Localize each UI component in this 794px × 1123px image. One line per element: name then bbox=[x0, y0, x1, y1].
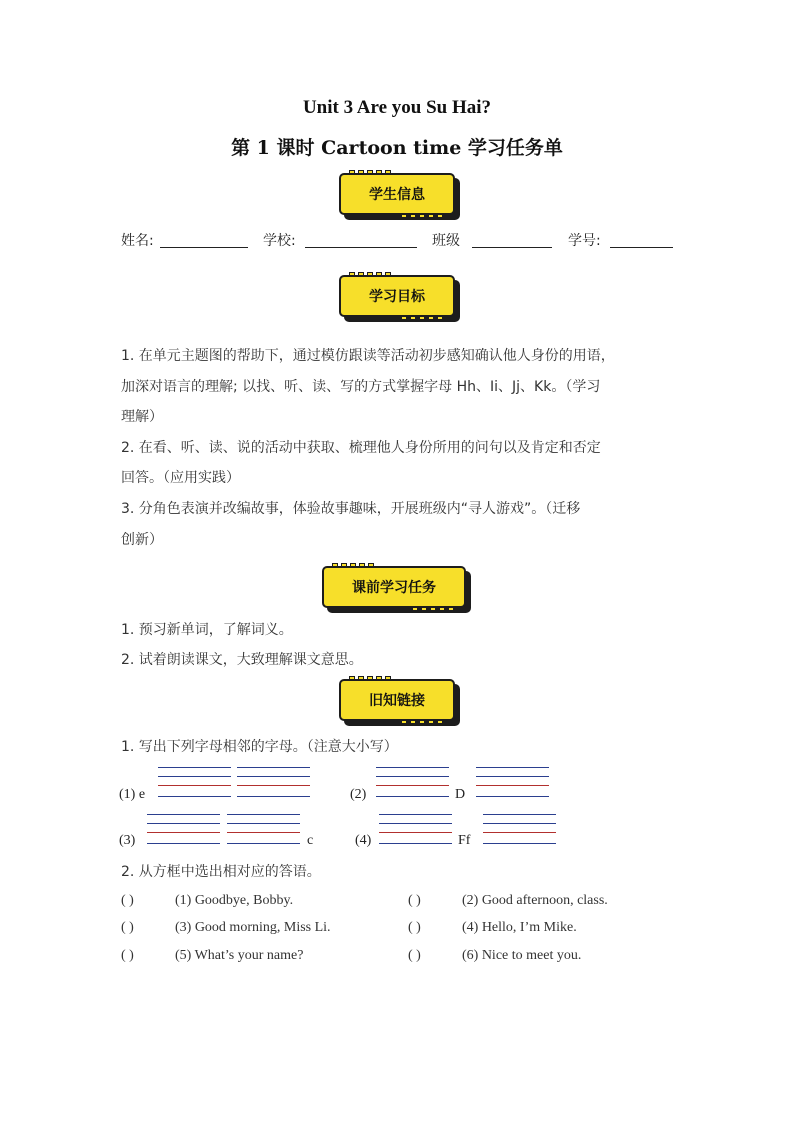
unit-title: Unit 3 Are you Su Hai? bbox=[302, 97, 492, 118]
dialogue-item: (2) Good afternoon, class. bbox=[462, 893, 608, 908]
pre-class-task: 1. 预习新单词，了解词义。 bbox=[121, 622, 293, 638]
writing-grid[interactable] bbox=[227, 814, 300, 844]
answer-blank[interactable]: ( ) bbox=[121, 948, 134, 963]
objective-line: 理解） bbox=[121, 409, 163, 425]
section-title-review: 旧知链接 bbox=[339, 679, 455, 721]
objective-line: 3. 分角色表演并改编故事，体验故事趣味，开展班级内“寻人游戏”。（迁移 bbox=[121, 501, 581, 517]
writing-grid[interactable] bbox=[483, 814, 556, 844]
exercise-1-label: (1) e bbox=[119, 787, 146, 802]
exercise-2-label: (2) bbox=[350, 787, 367, 802]
lesson-subtitle: 第 1 课时 Cartoon time 学习任务单 bbox=[231, 137, 563, 159]
exercise-4-label: (4) bbox=[355, 833, 372, 848]
exercise-4-letter: Ff bbox=[458, 833, 471, 848]
writing-grid[interactable] bbox=[476, 767, 549, 797]
section-badge-pre-class bbox=[322, 566, 466, 608]
answer-blank[interactable]: ( ) bbox=[121, 920, 134, 935]
question-1: 1. 写出下列字母相邻的字母。（注意大小写） bbox=[121, 739, 398, 755]
answer-blank[interactable]: ( ) bbox=[408, 920, 421, 935]
section-badge-student-info bbox=[339, 173, 455, 215]
class-field[interactable] bbox=[472, 231, 552, 248]
section-title-objectives: 学习目标 bbox=[339, 275, 455, 317]
number-field[interactable] bbox=[610, 231, 673, 248]
number-label: 学号: bbox=[568, 233, 601, 249]
dialogue-item: (3) Good morning, Miss Li. bbox=[175, 920, 331, 935]
exercise-3-label: (3) bbox=[119, 833, 136, 848]
writing-grid[interactable] bbox=[379, 814, 452, 844]
objective-line: 1. 在单元主题图的帮助下，通过模仿跟读等活动初步感知确认他人身份的用语， bbox=[121, 348, 615, 364]
section-badge-objectives bbox=[339, 275, 455, 317]
section-title-student-info: 学生信息 bbox=[339, 173, 455, 215]
class-label: 班级 bbox=[432, 233, 460, 249]
exercise-3-letter: c bbox=[307, 833, 314, 848]
objective-line: 创新） bbox=[121, 532, 163, 548]
answer-blank[interactable]: ( ) bbox=[408, 893, 421, 908]
question-2: 2. 从方框中选出相对应的答语。 bbox=[121, 864, 321, 880]
dialogue-item: (6) Nice to meet you. bbox=[462, 948, 582, 963]
objective-line: 回答。（应用实践） bbox=[121, 470, 240, 486]
school-field[interactable] bbox=[305, 231, 417, 248]
objective-line: 2. 在看、听、读、说的活动中获取、梳理他人身份所用的问句以及肯定和否定 bbox=[121, 440, 601, 456]
school-label: 学校: bbox=[263, 233, 296, 249]
writing-grid[interactable] bbox=[376, 767, 449, 797]
name-label: 姓名: bbox=[121, 233, 154, 249]
dialogue-item: (4) Hello, I’m Mike. bbox=[462, 920, 577, 935]
dialogue-item: (5) What’s your name? bbox=[175, 948, 304, 963]
writing-grid[interactable] bbox=[147, 814, 220, 844]
objective-line: 加深对语言的理解; 以找、听、读、写的方式掌握字母 Hh、Ii、Jj、Kk。（学习 bbox=[121, 379, 601, 395]
writing-grid[interactable] bbox=[237, 767, 310, 797]
answer-blank[interactable]: ( ) bbox=[121, 893, 134, 908]
pre-class-task: 2. 试着朗读课文，大致理解课文意思。 bbox=[121, 652, 363, 668]
name-field[interactable] bbox=[160, 231, 248, 248]
section-title-pre-class: 课前学习任务 bbox=[322, 566, 466, 608]
writing-grid[interactable] bbox=[158, 767, 231, 797]
dialogue-item: (1) Goodbye, Bobby. bbox=[175, 893, 294, 908]
answer-blank[interactable]: ( ) bbox=[408, 948, 421, 963]
section-badge-review bbox=[339, 679, 455, 721]
exercise-2-letter: D bbox=[455, 787, 466, 802]
